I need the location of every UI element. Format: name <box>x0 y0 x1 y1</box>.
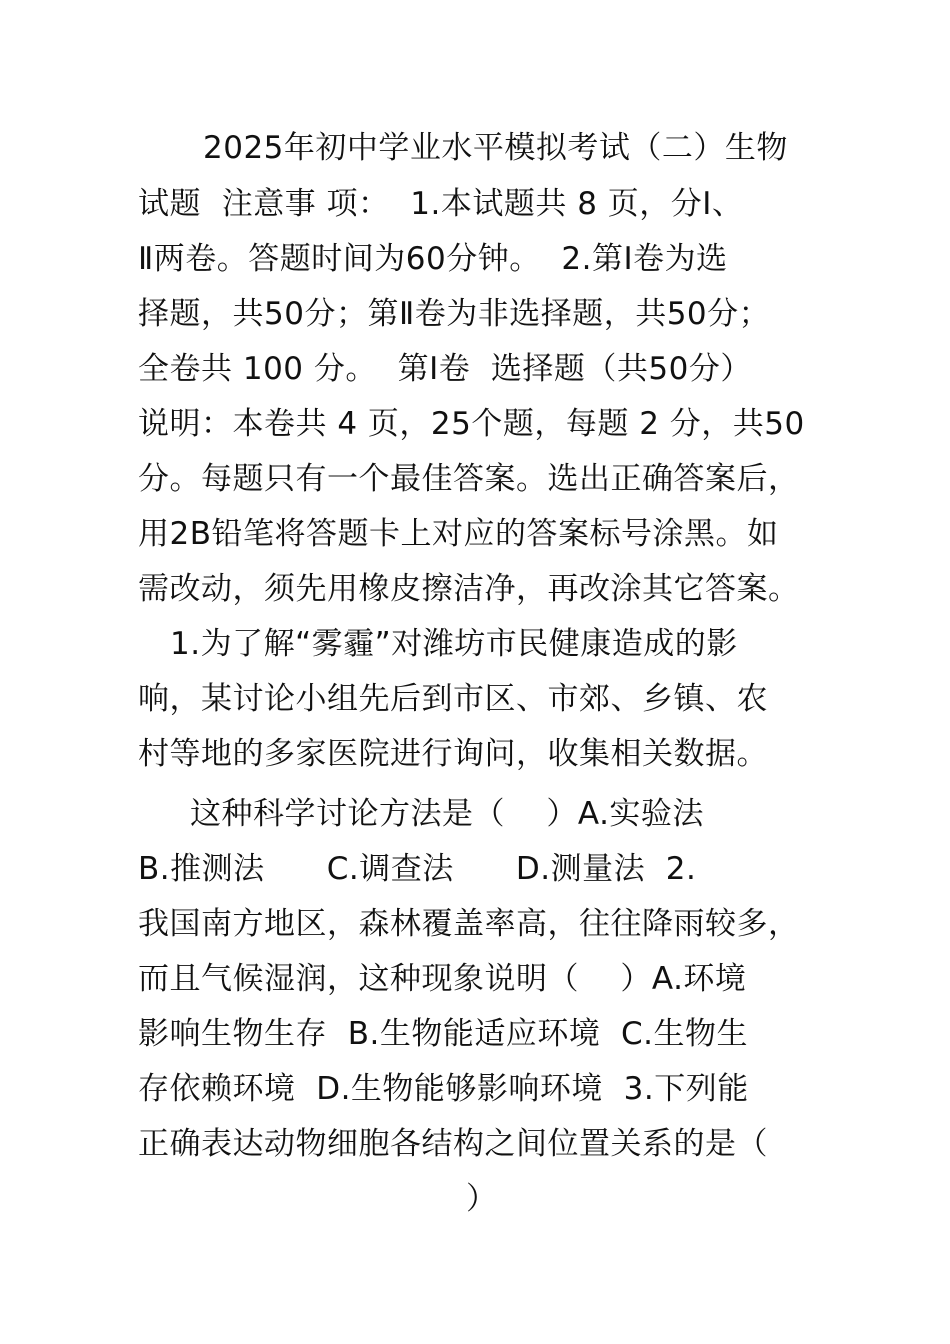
text-line: 我国南方地区，森林覆盖率高，往往降雨较多， <box>138 906 800 942</box>
question-1-line: 1.为了解“雾霾”对潍坊市民健康造成的影 <box>170 626 738 662</box>
text-line: 择题，共50分；第Ⅱ卷为非选择题，共50分； <box>138 296 771 332</box>
text-line: 村等地的多家医院进行询问，收集相关数据。 <box>138 736 768 772</box>
text-line: Ⅱ两卷。答题时间为60分钟。 2.第Ⅰ卷为选 <box>138 241 728 277</box>
question-1-prompt-line: 这种科学讨论方法是（ ）A.实验法 <box>190 796 704 832</box>
text-line: 影响生物生存 B.生物能适应环境 C.生物生 <box>138 1016 749 1052</box>
text-line: 而且气候湿润，这种现象说明（ ）A.环境 <box>138 961 747 997</box>
text-line: 分。每题只有一个最佳答案。选出正确答案后， <box>138 461 800 497</box>
text-line: 用2B铅笔将答题卡上对应的答案标号涂黑。如 <box>138 516 779 552</box>
text-line: 全卷共 100 分。 第Ⅰ卷 选择题（共50分） <box>138 351 752 387</box>
text-line: 需改动，须先用橡皮擦洁净，再改涂其它答案。 <box>138 571 800 607</box>
text-line: 试题 注意事 项： 1.本试题共 8 页，分Ⅰ、 <box>138 186 744 222</box>
title-line: 2025年初中学业水平模拟考试（二）生物 <box>203 130 788 166</box>
options-line: B.推测法 C.调查法 D.测量法 2. <box>138 851 697 887</box>
text-line: 正确表达动物细胞各结构之间位置关系的是（ <box>138 1126 768 1162</box>
closing-paren-line: ） <box>466 1181 498 1217</box>
text-line: 响，某讨论小组先后到市区、市郊、乡镇、农 <box>138 681 768 717</box>
text-line: 说明：本卷共 4 页，25个题，每题 2 分，共50 <box>138 406 805 442</box>
text-line: 存依赖环境 D.生物能够影响环境 3.下列能 <box>138 1071 749 1107</box>
